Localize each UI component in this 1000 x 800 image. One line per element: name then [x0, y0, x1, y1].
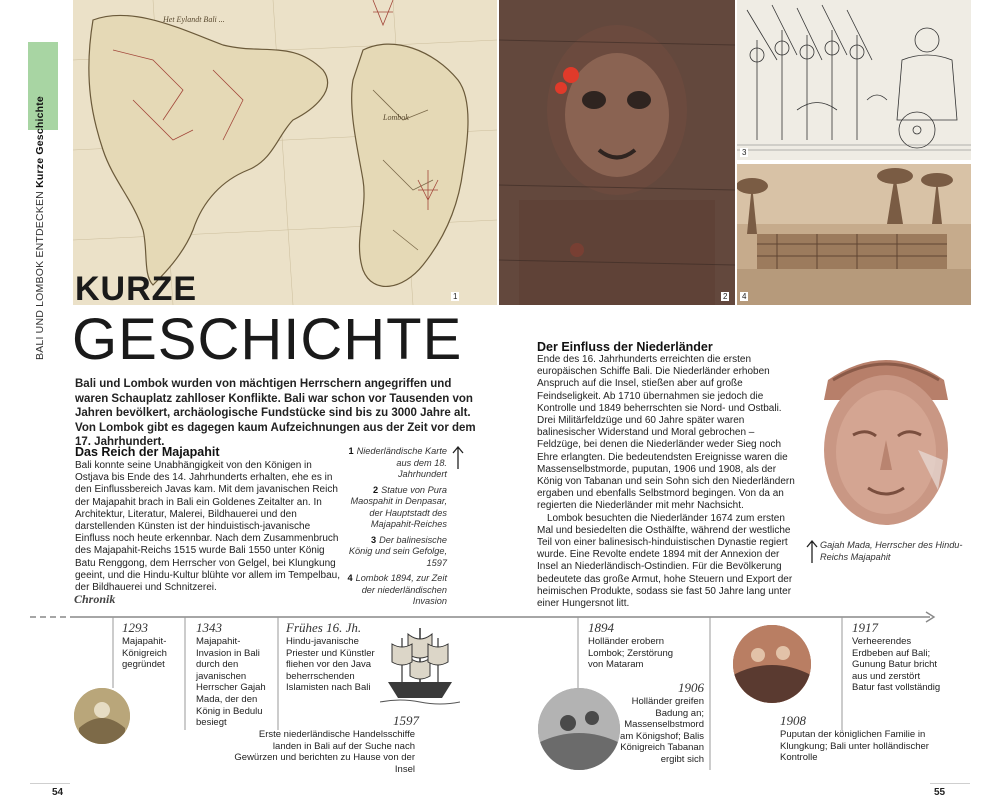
timeline-entry-16th-century: Frühes 16. Jh. Hindu-javanische Priester und Künstler fliehen vor den Java beherrschenden Islamisten nach Bali [286, 620, 375, 694]
dutch-paragraph-2: Lombok besuchten die Niederländer 1674 zum ersten Mal und besiedelten die Osthälfte, während der westliche Teil von einer balinesisch-hinduistischen Dynastie regiert wurde. Eine Revolte endete 1894 mit der Annexion der Insel an Niederländisch-Ostindien. Für die Bevölkerung bedeutete das große Armut, hohe Steuern und Export der heimischen Produkte, sodass sie fast 50 Jahre lang unter einer Hungersnot litt. [537, 512, 793, 610]
timeline-entry-1293: 1293 Majapahit-Königreich gegründet [122, 620, 167, 671]
title-line-1: KURZE [75, 270, 198, 308]
page-number-right: 55 [934, 787, 946, 798]
excavation-vignette-image [74, 688, 130, 744]
chapter-name: Kurze Geschichte [34, 96, 46, 188]
dutch-map-image [73, 0, 497, 305]
image-number-1: 1 [453, 292, 458, 301]
gajah-mada-head-image [808, 340, 964, 530]
sailing-ship-image [380, 620, 460, 710]
gajah-mada-caption: Gajah Mada, Herrscher des Hindu-Reichs Majapahit [820, 540, 963, 562]
king-procession-engraving [737, 0, 971, 160]
timeline-entry-1908: 1908 Puputan der königlichen Familie in Klungkung; Bali unter holländischer Kontrolle [780, 713, 929, 764]
arrow-up-icon [806, 540, 818, 564]
page-number-left: 54 [52, 787, 64, 798]
svg-text:Het Eylandt Bali ...: Het Eylandt Bali ... [163, 15, 225, 24]
svg-text:Lombok: Lombok [383, 113, 409, 122]
dutch-body [537, 354, 799, 610]
caption-4: 4 Lombok 1894, zur Zeit der niederländischen Invasion [347, 573, 447, 606]
caption-2: 2 Statue von Pura Maospahit in Denpasar, der Hauptstadt des Majapahit-Reiches [350, 484, 447, 529]
image-number-4: 4 [742, 292, 747, 301]
timeline-entry-1343: 1343 Majapahit-Invasion in Bali durch den javanischen Herrscher Gajah Mada, der den König in Bedulu besiegt [196, 620, 266, 729]
dutch-paragraph-1: Ende des 16. Jahrhunderts erreichten die ersten europäischen Schiffe Bali. Die Niederländer erhoben Anspruch auf die Insel, stießen aber auf große Feindseligkeit. Ab 1710 übernahmen sie jedoch die Kontrolle und 1849 beherrschten sie Nord- und Ostbali. Drei Militärfeldzüge und 60 Jahre später waren balinesischer Widerstand und Moral gebrochen – Feldzüge, bei denen die Niederländer weder Sieg noch Ehre erlangten. Die bedeutendsten Ereignisse waren die Massenselbstmorde, puputan, 1906 und 1908, als der König von Tabanan und sein Sohn sich den Niederländern ergaben und ebenfalls Selbstmord begingen. Von da an regierten die Niederländer mit mehr Nachsicht. [537, 354, 795, 512]
caption-3: 3 Der balinesische König und sein Gefolge, 1597 [348, 534, 447, 568]
timeline-entry-1917: 1917 Verheerendes Erdbeben auf Bali; Gunung Batur bricht aus und zerstört Batur fast vollständig [852, 620, 941, 694]
title-line-2: GESCHICHTE [72, 307, 463, 372]
majapahit-body: Bali konnte seine Unabhängigkeit von den Königen in Ostjava bis Ende des 14. Jahrhunderts erhalten, ehe es in den Einflussbereich Javas kam. Mit dem javanischen Reich der Majapahit brach in Bali ein Goldenes Zeitalter an. In Architektur, Literatur, Malerei, Bildhauerei und den darstellenden Künsten ist der hinduistisch-javanische Einfluss noch heute erkennbar. Nach dem Zusammenbruch des Majapahit-Reichs 1515 wurde Bali 1550 unter König Batu Renggong, dem Herrscher von Gelgel, bei Klungkung geeint, und die Hindu-Kultur blühte vor allem im Tempelbau, der Bildhauerei und Schnitzerei. [75, 460, 340, 594]
footer-rule-left [30, 783, 70, 784]
timeline-entry-1597: 1597 Erste niederländische Handelsschiffe landen in Bali auf der Suche nach Gewürzen und berichten zu Hause von der Insel [234, 713, 419, 775]
image-captions [345, 446, 447, 612]
dutch-heading: Der Einfluss der Niederländer [537, 340, 713, 354]
timeline-label: Chronik [74, 592, 116, 606]
stone-statue-image [499, 0, 735, 305]
lombok-1894-photo [737, 164, 971, 305]
image-number-3: 3 [742, 148, 747, 157]
timeline-entry-1906: 1906 Holländer greifen Badung an; Massenselbstmord am Königshof; Balis Königreich Tabanan ergibt sich [620, 680, 704, 765]
timeline-entry-1894: 1894 Holländer erobern Lombok; Zerstörung von Mataram [588, 620, 674, 671]
running-head [34, 96, 46, 360]
arrow-up-icon [452, 446, 464, 470]
klungkung-vignette-image [733, 625, 811, 703]
caption-1: 1 Niederländische Karte aus dem 18. Jahrhundert [348, 446, 447, 479]
section-name: BALI UND LOMBOK ENTDECKEN [34, 191, 46, 360]
image-number-2: 2 [723, 292, 728, 301]
footer-rule-right [930, 783, 970, 784]
intro-paragraph: Bali und Lombok wurden von mächtigen Herrschern angegriffen und waren Schauplatz zahlloser Konflikte. Bali war schon vor Tausenden von Jahren bevölkert, archäologische Fundstücke sind bis zu 3000 Jahre alt. Von Lombok gibt es dagegen kaum Aufzeichnungen aus der Zeit vor dem 17. Jahrhundert. [75, 378, 476, 448]
puputan-vignette-image [538, 688, 620, 770]
majapahit-heading: Das Reich der Majapahit [75, 445, 220, 459]
